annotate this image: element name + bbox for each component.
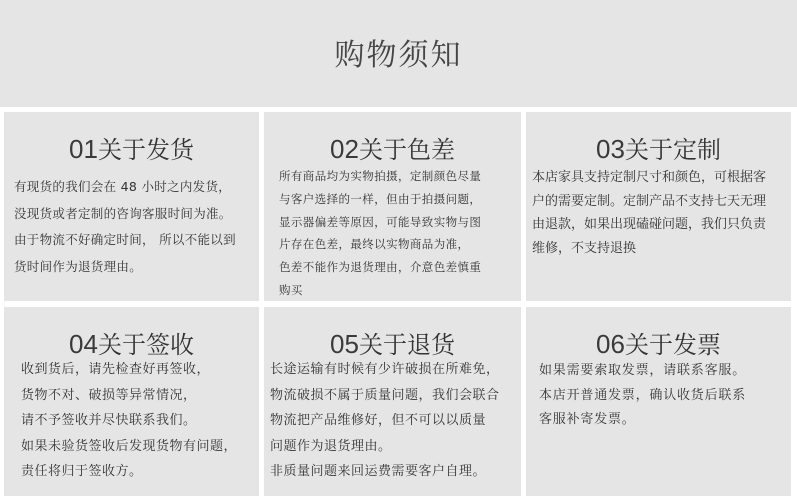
card-line: 有现货的我们会在 48 小时之内发货，	[14, 179, 232, 194]
card-heading: 关于发货	[97, 136, 194, 164]
card-heading: 关于色差	[358, 136, 455, 164]
card-heading: 关于退货	[358, 331, 455, 359]
card-number: 04	[69, 329, 98, 359]
card-body	[14, 174, 236, 280]
card-title	[4, 325, 259, 360]
card-line: 长途运输有时候有少许破损在所难免，	[270, 362, 500, 377]
card-body	[539, 359, 746, 433]
card-line: 由于物流不好确定时间， 所以不能以到	[14, 232, 236, 247]
card-title	[4, 130, 259, 165]
card-line: 责任将归于签收方。	[21, 464, 143, 479]
card-line: 货时间作为退货理由。	[14, 258, 143, 274]
card-body	[532, 166, 784, 260]
card-number: 06	[596, 329, 625, 359]
card-title	[526, 130, 791, 165]
card-line: 购买	[279, 282, 303, 297]
card-body	[279, 165, 481, 302]
card-line: 由退款，如果出现磕碰问题，我们只负责	[532, 217, 767, 232]
card-line: 维修，不支持退换	[532, 240, 637, 256]
card-number: 03	[596, 134, 625, 164]
card-heading: 关于定制	[624, 136, 721, 164]
card-title	[526, 325, 791, 360]
card-line: 物流破损不属于质量问题，我们会联合	[270, 387, 500, 403]
card-line: 货物不对、破损等异常情况，	[21, 387, 197, 403]
card-line: 所有商品均为实物拍摄，定制颜色尽量	[279, 169, 482, 183]
card-line: 如果未验货签收后发现货物有问题，	[21, 438, 238, 454]
card-heading: 关于签收	[97, 331, 194, 359]
card-line: 本店开普通发票，确认收货后联系	[539, 387, 747, 403]
card-title	[264, 130, 521, 165]
card-body	[21, 357, 237, 485]
card-line: 没现货或者定制的咨询客服时间为准。	[14, 205, 232, 221]
card-number: 05	[330, 329, 359, 359]
card-number: 01	[69, 134, 98, 164]
card-body	[270, 357, 500, 485]
card-invoice	[526, 307, 791, 496]
card-line: 收到货后，请先检查好再签收，	[21, 362, 211, 377]
card-line: 请不予签收并尽快联系我们。	[21, 413, 197, 428]
card-line: 片存在色差，最终以实物商品为准，	[279, 237, 470, 252]
card-line: 客服补寄发票。	[539, 412, 636, 427]
page-title: 购物须知	[334, 37, 463, 73]
card-line: 色差不能作为退货理由，介意色差慎重	[279, 260, 482, 275]
card-line: 显示器偏差等原因，可能导致实物与图	[279, 214, 482, 229]
card-receipt	[4, 307, 259, 496]
card-shipping	[4, 112, 259, 301]
card-line: 本店家具支持定制尺寸和颜色，可根据客	[532, 170, 767, 185]
card-line: 物流把产品维修好，但不可以以质量	[270, 413, 487, 428]
card-number: 02	[330, 134, 359, 164]
card-line: 如果需要索取发票，请联系客服。	[539, 363, 747, 378]
card-line: 与客户选择的一样，但由于拍摄问题，	[279, 191, 482, 206]
card-line: 问题作为退货理由。	[270, 438, 392, 454]
card-line: 非质量问题来回运费需要客户自理。	[270, 464, 487, 479]
card-heading: 关于发票	[624, 331, 721, 359]
card-returns	[264, 307, 521, 496]
card-customization	[526, 112, 791, 301]
page-header	[0, 0, 797, 107]
card-title	[264, 325, 521, 360]
card-color-difference	[264, 112, 521, 301]
card-line: 户的需要定制。定制产品不支持七天无理	[532, 193, 767, 209]
